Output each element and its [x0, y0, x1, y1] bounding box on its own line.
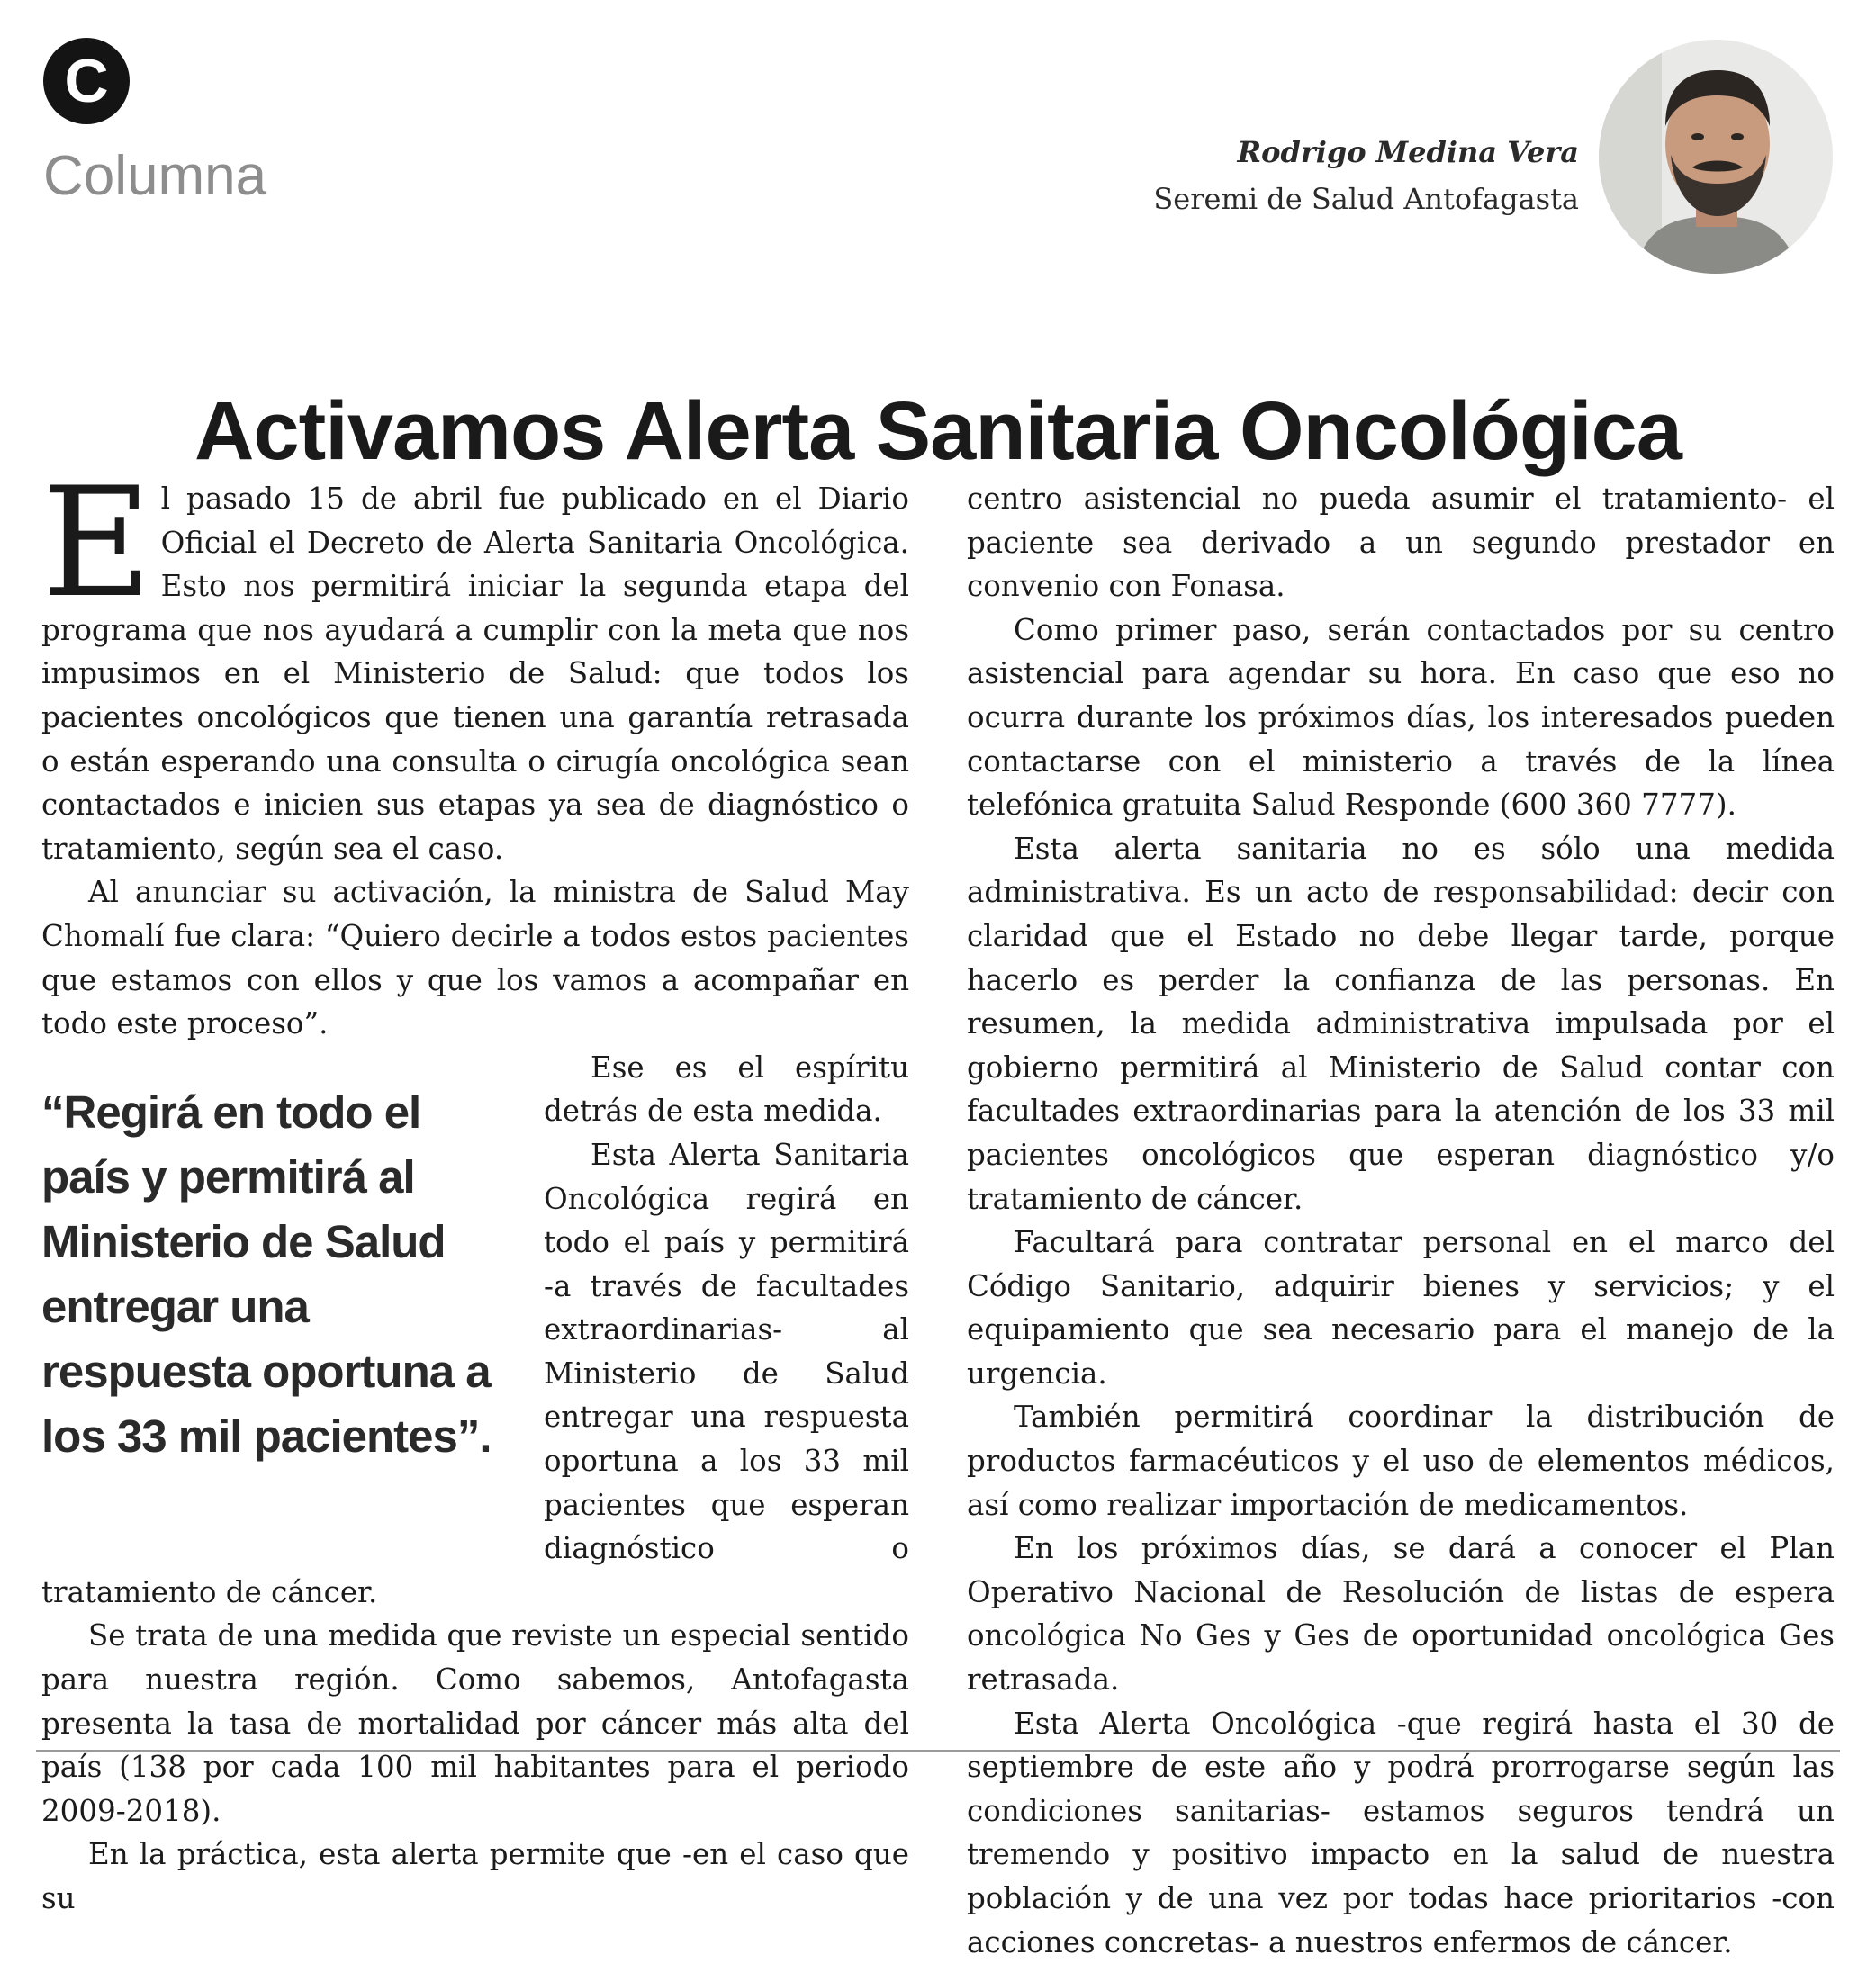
paragraph-11: También permitirá coordinar la distribución de productos farmacéuticos y el uso de elementos médicos, así como realizar importación de medicamentos. — [967, 1400, 1835, 1522]
paragraph-12: En los próximos días, se dará a conocer el Plan Operativo Nacional de Resolución de listas de espera oncológica No Ges y Ges de oportunidad oncológica Ges retrasada. — [967, 1531, 1835, 1698]
paragraph-4: Esta Alerta Sanitaria Oncológica regirá en todo el país y permitirá -a través de facultades extraordinarias- al Ministerio de Salud entregar una respuesta oportuna a los 33 mil pacientes que esperan diagnóstico o tratamiento de cáncer. — [41, 1137, 909, 1609]
paragraph-7: centro asistencial no pueda asumir el tratamiento- el paciente sea derivado a un segundo prestador en convenio con Fonasa. — [967, 482, 1835, 604]
paragraph-9: Esta alerta sanitaria no es sólo una medida administrativa. Es un acto de responsabilidad: decir con claridad que el Estado no debe llegar tarde, porque hacerlo es perder la confianza de las personas. En resumen, la medida administrativa impulsada por el gobierno permitirá al Ministerio de Salud contar con facultades extraordinarias para la atención de los 33 mil pacientes oncológicos que esperan diagnóstico y/o tratamiento de cáncer. — [967, 831, 1835, 1216]
author-role: Seremi de Salud Antofagasta — [1153, 182, 1579, 216]
paragraph-1-text: l pasado 15 de abril fue publicado en el Diario Oficial el Decreto de Alerta Sanitaria Oncológica. Esto nos permitirá iniciar la segunda etapa del programa que nos ayudará a cumplir con la meta que nos impusimos en el Ministerio de Salud: que todos los pacientes oncológicos que tienen una garantía retrasada o están esperando una consulta o cirugía oncológica sean contactados e inicien sus etapas ya sea de diagnóstico o tratamiento, según sea el caso. — [41, 482, 909, 866]
article-column-right — [967, 477, 1835, 1959]
author-name: Rodrigo Medina Vera — [1237, 135, 1579, 169]
article-headline: Activamos Alerta Sanitaria Oncológica — [194, 384, 1682, 477]
author-photo — [1599, 40, 1833, 274]
section-label: Columna — [43, 145, 267, 207]
paragraph-8: Como primer paso, serán contactados por su centro asistencial para agendar su hora. En caso que eso no ocurra durante los próximos días, los interesados pueden contactarse con el ministerio a través de la línea telefónica gratuita Salud Responde (600 360 7777). — [967, 612, 1835, 823]
article-column-left — [41, 455, 909, 1915]
bottom-rule — [36, 1750, 1840, 1752]
pull-quote: “Regirá en todo el país y permitirá al Ministerio de Salud entregar una respuesta oportuna a los 33 mil pacientes”. — [41, 1086, 492, 1462]
byline — [1153, 135, 1579, 216]
paragraph-1 — [41, 455, 909, 870]
paragraph-13: Esta Alerta Oncológica -que regirá hasta el 30 de septiembre de este año y podrá prorrogarse según las condiciones sanitarias- estamos seguros tendrá un tremendo y positivo impacto en la salud de nuestra población y de una vez por todas hace prioritarios -con acciones concretas- a nuestros enfermos de cáncer. — [967, 1706, 1835, 1959]
drop-cap: E — [41, 455, 152, 631]
paragraph-2: Al anunciar su activación, la ministra de Salud May Chomalí fue clara: “Quiero decirle a todos estos pacientes que estamos con ellos y que los vamos a acompañar en todo este proceso”. — [41, 875, 909, 1041]
paragraph-10: Facultará para contratar personal en el marco del Código Sanitario, adquirir bienes y servicios; y el equipamiento que sea necesario para el manejo de la urgencia. — [967, 1225, 1835, 1391]
paragraph-5: Se trata de una medida que reviste un especial sentido para nuestra región. Como sabemos, Antofagasta presenta la tasa de mortalidad por cáncer más alta del país (138 por cada 100 mil habitantes para el periodo 2009-2018). — [41, 1618, 909, 1828]
paragraph-6: En la práctica, esta alerta permite que -en el caso que su — [41, 1837, 909, 1915]
logo-letter: C — [64, 47, 109, 115]
section-logo — [43, 38, 130, 124]
paragraph-3: Ese es el espíritu detrás de esta medida. — [544, 1050, 909, 1129]
